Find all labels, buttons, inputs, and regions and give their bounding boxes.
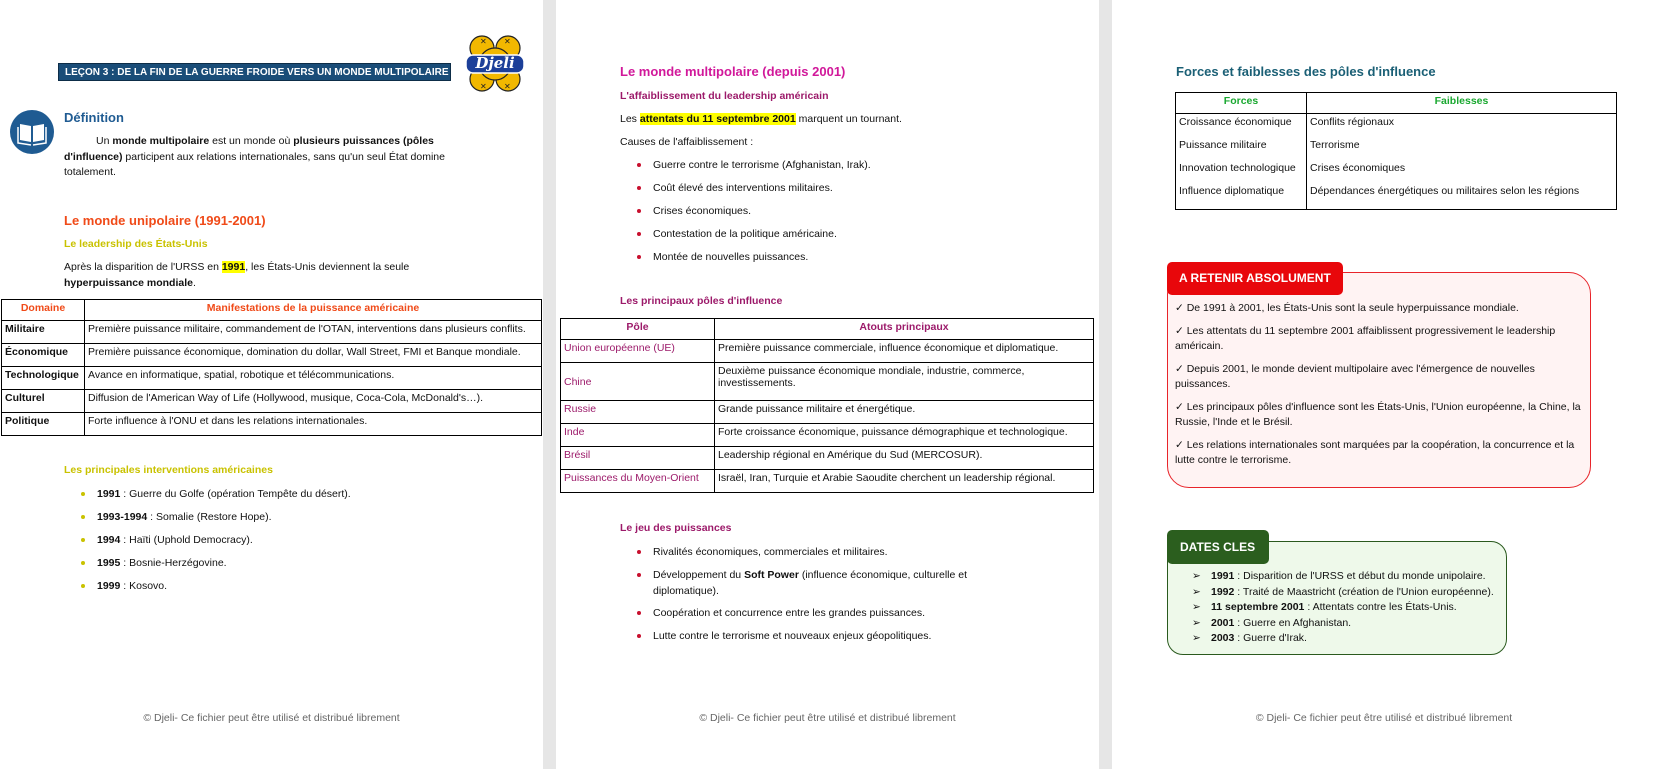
table-cell: Dépendances énergétiques ou militaires selon les régions <box>1307 183 1617 210</box>
list-item: ➢ 1991 : Disparition de l'URSS et début du monde unipolaire. <box>1192 569 1502 585</box>
table-header: Atouts principaux <box>715 319 1094 340</box>
bullet-icon <box>637 550 641 554</box>
list-item: Contestation de la politique américaine. <box>653 227 1033 250</box>
table-cell: Forte croissance économique, puissance démographique et technologique. <box>715 424 1094 447</box>
table-cell: Technologique <box>2 367 85 390</box>
table-row <box>2 344 542 367</box>
attack-text: Les attentats du 11 septembre 2001 marquent un tournant. <box>620 113 902 125</box>
table-cell: Culturel <box>2 390 85 413</box>
arrow-bullet-icon: ➢ <box>1192 616 1201 629</box>
table-cell: Croissance économique <box>1176 114 1307 137</box>
leadership-title: Le leadership des États-Unis <box>64 238 208 250</box>
list-item: Coût élevé des interventions militaires. <box>653 181 1033 204</box>
poles-table <box>560 318 1094 493</box>
bullet-icon <box>81 492 85 496</box>
table-row <box>1176 160 1617 183</box>
bullet-icon <box>637 163 641 167</box>
table-cell: Puissances du Moyen-Orient <box>561 470 715 493</box>
djeli-logo <box>460 34 530 94</box>
arrow-bullet-icon: ➢ <box>1192 601 1201 613</box>
table-header-row <box>2 300 542 321</box>
table-cell: Terrorisme <box>1307 137 1617 160</box>
arrow-bullet-icon: ➢ <box>1192 585 1201 598</box>
list-item: Lutte contre le terrorisme et nouveaux enjeux géopolitiques. <box>653 629 993 652</box>
list-item: ✓ Les relations internationales sont marquées par la coopération, la concurrence et la lutte contre le terrorisme. <box>1175 438 1575 466</box>
table-cell: Russie <box>561 401 715 424</box>
table-cell: Puissance militaire <box>1176 137 1307 160</box>
table-row <box>561 447 1094 470</box>
unipolar-intro: Après la disparition de l'URSS en 1991, les États-Unis deviennent la seule hyperpuissance mondiale. <box>64 261 410 289</box>
table-cell: Militaire <box>2 321 85 344</box>
table-row <box>2 390 542 413</box>
logo-text: Djeli <box>475 54 515 72</box>
definition-title: Définition <box>64 110 124 125</box>
bullet-icon <box>81 515 85 519</box>
table-cell: Diffusion de l'American Way of Life (Hollywood, musique, Coca-Cola, McDonald's…). <box>85 390 542 413</box>
list-item: 1991 : Guerre du Golfe (opération Tempête du désert). <box>97 487 517 510</box>
bullet-icon <box>637 186 641 190</box>
game-title: Le jeu des puissances <box>620 522 732 534</box>
table-cell: Crises économiques <box>1307 160 1617 183</box>
table-cell: Brésil <box>561 447 715 470</box>
table-cell: Forte influence à l'ONU et dans les relations internationales. <box>85 413 542 436</box>
list-item: Montée de nouvelles puissances. <box>653 250 1033 273</box>
list-item: ✓ De 1991 à 2001, les États-Unis sont la seule hyperpuissance mondiale. <box>1175 302 1519 314</box>
table-cell: Union européenne (UE) <box>561 340 715 363</box>
book-icon <box>10 110 54 154</box>
table-cell: Économique <box>2 344 85 367</box>
bullet-icon <box>637 611 641 615</box>
svg-text:✕: ✕ <box>480 82 487 91</box>
table-row <box>2 367 542 390</box>
list-item: ✓ Les attentats du 11 septembre 2001 affaiblissent progressivement le leadership américain. <box>1175 324 1556 352</box>
table-row <box>561 363 1094 401</box>
table-header: Manifestations de la puissance américaine <box>85 300 542 321</box>
strengths-weaknesses-title: Forces et faiblesses des pôles d'influence <box>1176 64 1436 79</box>
table-cell: Israël, Iran, Turquie et Arabie Saoudite cherchent un leadership régional. <box>715 470 1094 493</box>
bullet-icon <box>81 561 85 565</box>
list-item: Rivalités économiques, commerciales et militaires. <box>653 545 993 568</box>
table-header: Forces <box>1176 93 1307 114</box>
list-item: 1995 : Bosnie-Herzégovine. <box>97 556 517 579</box>
poles-title: Les principaux pôles d'influence <box>620 295 783 307</box>
list-item: ➢ 2003 : Guerre d'Irak. <box>1192 631 1502 647</box>
list-item: ➢ 11 septembre 2001 : Attentats contre les États-Unis. <box>1192 600 1502 616</box>
list-item: Coopération et concurrence entre les grandes puissances. <box>653 606 993 629</box>
table-cell: Deuxième puissance économique mondiale, industrie, commerce, investissements. <box>715 363 1094 401</box>
list-item: Développement du Soft Power (influence économique, culturelle et diplomatique). <box>653 568 993 606</box>
table-header-row <box>1176 93 1617 114</box>
table-header: Faiblesses <box>1307 93 1617 114</box>
table-row <box>2 413 542 436</box>
table-row <box>561 340 1094 363</box>
table-header: Domaine <box>2 300 85 321</box>
table-row <box>1176 137 1617 160</box>
list-item: ➢ 1992 : Traité de Maastricht (création de l'Union européenne). <box>1192 585 1502 601</box>
table-cell: Politique <box>2 413 85 436</box>
bullet-icon <box>637 255 641 259</box>
table-row <box>1176 114 1617 137</box>
table-cell: Leadership régional en Amérique du Sud (MERCOSUR). <box>715 447 1094 470</box>
table-row <box>561 470 1094 493</box>
bullet-icon <box>637 209 641 213</box>
definition-text: Un monde multipolaire est un monde où plusieurs puissances (pôles d'influence) participent aux relations internationales, sans qu'un seul État domine totalement. <box>64 135 445 178</box>
causes-list <box>653 158 1033 273</box>
interventions-title: Les principales interventions américaines <box>64 464 273 476</box>
table-cell: Chine <box>561 363 715 401</box>
us-power-table <box>1 299 542 436</box>
lesson-title-banner: LEÇON 3 : DE LA FIN DE LA GUERRE FROIDE VERS UN MONDE MULTIPOLAIRE <box>58 63 451 81</box>
retenir-title: A RETENIR ABSOLUMENT <box>1167 262 1343 295</box>
bullet-icon <box>81 584 85 588</box>
table-row <box>2 321 542 344</box>
arrow-bullet-icon: ➢ <box>1192 570 1201 582</box>
svg-text:✕: ✕ <box>504 82 511 91</box>
unipolar-title: Le monde unipolaire (1991-2001) <box>64 213 266 228</box>
table-cell: Grande puissance militaire et énergétique. <box>715 401 1094 424</box>
table-cell: Avance en informatique, spatial, robotique et télécommunications. <box>85 367 542 390</box>
bullet-icon <box>81 538 85 542</box>
document-page-1 <box>0 0 543 769</box>
table-row <box>1176 183 1617 210</box>
interventions-list <box>97 487 517 602</box>
table-header: Pôle <box>561 319 715 340</box>
arrow-bullet-icon: ➢ <box>1192 632 1201 644</box>
list-item: Guerre contre le terrorisme (Afghanistan, Irak). <box>653 158 1033 181</box>
table-cell: Inde <box>561 424 715 447</box>
list-item: 1993-1994 : Somalie (Restore Hope). <box>97 510 517 533</box>
list-item: 1999 : Kosovo. <box>97 579 517 602</box>
strengths-weaknesses-table <box>1175 92 1617 210</box>
document-page-2 <box>556 0 1099 769</box>
dates-list <box>1192 569 1502 647</box>
table-header-row <box>561 319 1094 340</box>
game-list <box>653 545 993 652</box>
bullet-icon <box>637 232 641 236</box>
document-page-3 <box>1112 0 1656 769</box>
retenir-list <box>1175 301 1583 469</box>
multipolar-title: Le monde multipolaire (depuis 2001) <box>620 64 846 79</box>
table-cell: Première puissance commerciale, influence économique et diplomatique. <box>715 340 1094 363</box>
page-footer: © Djeli- Ce fichier peut être utilisé et distribué librement <box>1255 712 1513 724</box>
list-item: ✓ Les principaux pôles d'influence sont les États-Unis, l'Union européenne, la Chine, la Russie, l'Inde et le Brésil. <box>1175 400 1581 428</box>
table-cell: Conflits régionaux <box>1307 114 1617 137</box>
table-cell: Première puissance économique, domination du dollar, Wall Street, FMI et Banque mondiale. <box>85 344 542 367</box>
table-cell: Innovation technologique <box>1176 160 1307 183</box>
list-item: Crises économiques. <box>653 204 1033 227</box>
dates-title: DATES CLES <box>1167 530 1269 564</box>
table-cell: Influence diplomatique <box>1176 183 1307 210</box>
table-cell: Première puissance militaire, commandement de l'OTAN, interventions dans plusieurs conflits. <box>85 321 542 344</box>
causes-label: Causes de l'affaiblissement : <box>620 136 754 148</box>
page-footer: © Djeli- Ce fichier peut être utilisé et distribué librement <box>699 712 956 724</box>
table-row <box>561 424 1094 447</box>
list-item: ✓ Depuis 2001, le monde devient multipolaire avec l'émergence de nouvelles puissances. <box>1175 362 1535 390</box>
list-item: ➢ 2001 : Guerre en Afghanistan. <box>1192 616 1502 632</box>
weakening-title: L'affaiblissement du leadership américain <box>620 90 829 102</box>
svg-text:✕: ✕ <box>504 37 511 46</box>
svg-text:✕: ✕ <box>480 37 487 46</box>
table-row <box>561 401 1094 424</box>
bullet-icon <box>637 573 641 577</box>
page-footer: © Djeli- Ce fichier peut être utilisé et distribué librement <box>143 712 400 724</box>
list-item: 1994 : Haïti (Uphold Democracy). <box>97 533 517 556</box>
bullet-icon <box>637 634 641 638</box>
